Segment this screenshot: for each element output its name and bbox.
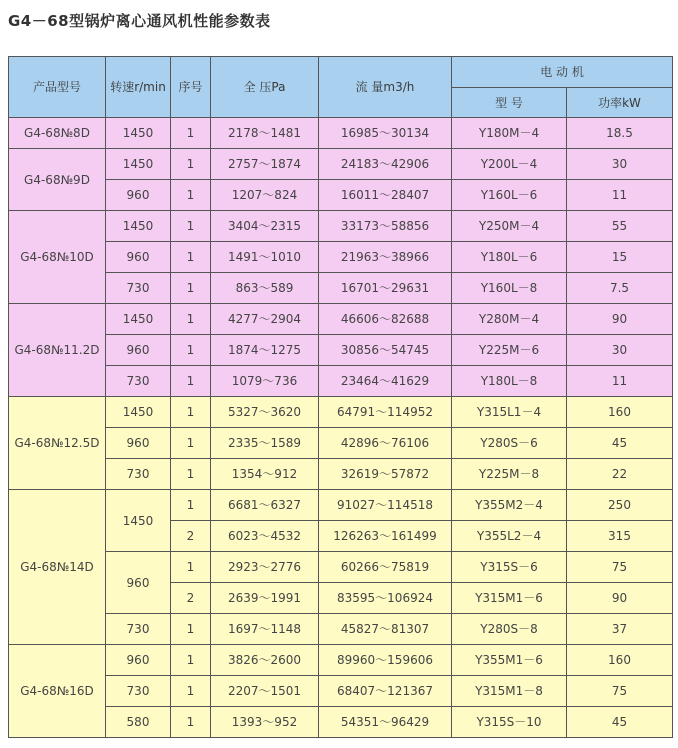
cell-seq: 1 xyxy=(171,149,211,180)
header-pressure: 全 压Pa xyxy=(211,57,319,118)
cell-pressure: 3826～2600 xyxy=(211,645,319,676)
cell-power: 30 xyxy=(567,335,673,366)
cell-pressure: 1874～1275 xyxy=(211,335,319,366)
cell-speed: 730 xyxy=(106,366,171,397)
cell-power: 90 xyxy=(567,304,673,335)
table-row xyxy=(9,304,673,335)
cell-flow: 21963～38966 xyxy=(319,242,452,273)
cell-seq: 1 xyxy=(171,707,211,738)
table-row xyxy=(9,366,673,397)
cell-speed: 960 xyxy=(106,428,171,459)
cell-pressure: 6681～6327 xyxy=(211,490,319,521)
cell-motor-model: Y180L－6 xyxy=(452,242,567,273)
table-row xyxy=(9,552,673,583)
cell-power: 160 xyxy=(567,645,673,676)
cell-model: G4-68№10D xyxy=(9,211,106,304)
cell-flow: 23464～41629 xyxy=(319,366,452,397)
cell-seq: 1 xyxy=(171,180,211,211)
cell-flow: 126263～161499 xyxy=(319,521,452,552)
cell-flow: 89960～159606 xyxy=(319,645,452,676)
table-row xyxy=(9,118,673,149)
cell-motor-model: Y315S－6 xyxy=(452,552,567,583)
cell-power: 250 xyxy=(567,490,673,521)
cell-power: 55 xyxy=(567,211,673,242)
cell-speed: 960 xyxy=(106,552,171,614)
header-motor-model: 型 号 xyxy=(452,88,567,118)
cell-flow: 33173～58856 xyxy=(319,211,452,242)
cell-pressure: 1354～912 xyxy=(211,459,319,490)
table-row xyxy=(9,211,673,242)
cell-seq: 1 xyxy=(171,304,211,335)
cell-power: 75 xyxy=(567,676,673,707)
table-row xyxy=(9,180,673,211)
cell-speed: 960 xyxy=(106,335,171,366)
cell-motor-model: Y355L2－4 xyxy=(452,521,567,552)
cell-motor-model: Y200L－4 xyxy=(452,149,567,180)
cell-seq: 1 xyxy=(171,242,211,273)
cell-motor-model: Y180L－8 xyxy=(452,366,567,397)
table-row xyxy=(9,428,673,459)
cell-model: G4-68№12.5D xyxy=(9,397,106,490)
cell-pressure: 1207～824 xyxy=(211,180,319,211)
cell-speed: 730 xyxy=(106,614,171,645)
table-row xyxy=(9,490,673,521)
table-row xyxy=(9,645,673,676)
cell-motor-model: Y315M1－6 xyxy=(452,583,567,614)
cell-seq: 1 xyxy=(171,552,211,583)
cell-power: 45 xyxy=(567,428,673,459)
cell-flow: 54351～96429 xyxy=(319,707,452,738)
cell-power: 45 xyxy=(567,707,673,738)
cell-motor-model: Y250M－4 xyxy=(452,211,567,242)
table-row xyxy=(9,707,673,738)
cell-speed: 1450 xyxy=(106,211,171,242)
fan-performance-table xyxy=(8,56,673,738)
cell-model: G4-68№11.2D xyxy=(9,304,106,397)
table-row xyxy=(9,614,673,645)
cell-motor-model: Y355M2－4 xyxy=(452,490,567,521)
cell-motor-model: Y355M1－6 xyxy=(452,645,567,676)
cell-speed: 960 xyxy=(106,180,171,211)
cell-motor-model: Y280S－6 xyxy=(452,428,567,459)
cell-flow: 16011～28407 xyxy=(319,180,452,211)
cell-model: G4-68№14D xyxy=(9,490,106,645)
table-row xyxy=(9,149,673,180)
cell-speed: 580 xyxy=(106,707,171,738)
cell-power: 15 xyxy=(567,242,673,273)
cell-seq: 1 xyxy=(171,676,211,707)
cell-seq: 1 xyxy=(171,490,211,521)
cell-pressure: 2923～2776 xyxy=(211,552,319,583)
cell-motor-model: Y315S－10 xyxy=(452,707,567,738)
cell-flow: 68407～121367 xyxy=(319,676,452,707)
table-row xyxy=(9,459,673,490)
table-header xyxy=(9,57,673,118)
cell-speed: 960 xyxy=(106,242,171,273)
header-model: 产品型号 xyxy=(9,57,106,118)
cell-speed: 730 xyxy=(106,273,171,304)
cell-pressure: 3404～2315 xyxy=(211,211,319,242)
cell-speed: 1450 xyxy=(106,118,171,149)
cell-speed: 1450 xyxy=(106,304,171,335)
cell-pressure: 1491～1010 xyxy=(211,242,319,273)
cell-seq: 1 xyxy=(171,428,211,459)
cell-model: G4-68№16D xyxy=(9,645,106,738)
cell-power: 7.5 xyxy=(567,273,673,304)
header-motor: 电 动 机 xyxy=(452,57,673,88)
cell-motor-model: Y315L1－4 xyxy=(452,397,567,428)
cell-power: 22 xyxy=(567,459,673,490)
cell-motor-model: Y160L－6 xyxy=(452,180,567,211)
cell-seq: 1 xyxy=(171,397,211,428)
table-row xyxy=(9,273,673,304)
cell-motor-model: Y280S－8 xyxy=(452,614,567,645)
cell-flow: 24183～42906 xyxy=(319,149,452,180)
cell-pressure: 2207～1501 xyxy=(211,676,319,707)
cell-speed: 1450 xyxy=(106,490,171,552)
cell-pressure: 1079～736 xyxy=(211,366,319,397)
cell-motor-model: Y225M－8 xyxy=(452,459,567,490)
cell-seq: 2 xyxy=(171,521,211,552)
cell-flow: 60266～75819 xyxy=(319,552,452,583)
cell-motor-model: Y180M－4 xyxy=(452,118,567,149)
cell-model: G4-68№9D xyxy=(9,149,106,211)
cell-pressure: 1697～1148 xyxy=(211,614,319,645)
table-row xyxy=(9,335,673,366)
table-row xyxy=(9,397,673,428)
cell-power: 90 xyxy=(567,583,673,614)
cell-pressure: 4277～2904 xyxy=(211,304,319,335)
cell-flow: 83595～106924 xyxy=(319,583,452,614)
cell-pressure: 2639～1991 xyxy=(211,583,319,614)
cell-pressure: 2178～1481 xyxy=(211,118,319,149)
cell-pressure: 6023～4532 xyxy=(211,521,319,552)
cell-flow: 45827～81307 xyxy=(319,614,452,645)
cell-flow: 91027～114518 xyxy=(319,490,452,521)
cell-motor-model: Y315M1－8 xyxy=(452,676,567,707)
cell-seq: 1 xyxy=(171,645,211,676)
cell-power: 18.5 xyxy=(567,118,673,149)
table-row xyxy=(9,242,673,273)
header-seq: 序号 xyxy=(171,57,211,118)
cell-seq: 1 xyxy=(171,459,211,490)
cell-seq: 2 xyxy=(171,583,211,614)
cell-power: 11 xyxy=(567,366,673,397)
cell-flow: 16701～29631 xyxy=(319,273,452,304)
cell-motor-model: Y160L－8 xyxy=(452,273,567,304)
cell-motor-model: Y225M－6 xyxy=(452,335,567,366)
cell-model: G4-68№8D xyxy=(9,118,106,149)
cell-flow: 32619～57872 xyxy=(319,459,452,490)
cell-seq: 1 xyxy=(171,335,211,366)
cell-power: 315 xyxy=(567,521,673,552)
cell-flow: 64791～114952 xyxy=(319,397,452,428)
cell-flow: 30856～54745 xyxy=(319,335,452,366)
cell-flow: 16985～30134 xyxy=(319,118,452,149)
cell-power: 160 xyxy=(567,397,673,428)
cell-flow: 42896～76106 xyxy=(319,428,452,459)
cell-power: 11 xyxy=(567,180,673,211)
page-title: G4－68型锅炉离心通风机性能参数表 xyxy=(8,12,271,30)
cell-speed: 1450 xyxy=(106,149,171,180)
cell-flow: 46606～82688 xyxy=(319,304,452,335)
header-flow: 流 量m3/h xyxy=(319,57,452,118)
cell-power: 75 xyxy=(567,552,673,583)
cell-speed: 1450 xyxy=(106,397,171,428)
cell-power: 37 xyxy=(567,614,673,645)
cell-motor-model: Y280M－4 xyxy=(452,304,567,335)
cell-pressure: 2335～1589 xyxy=(211,428,319,459)
cell-pressure: 863～589 xyxy=(211,273,319,304)
table-body xyxy=(9,118,673,738)
cell-pressure: 1393～952 xyxy=(211,707,319,738)
cell-seq: 1 xyxy=(171,118,211,149)
cell-speed: 960 xyxy=(106,645,171,676)
cell-power: 30 xyxy=(567,149,673,180)
cell-pressure: 2757～1874 xyxy=(211,149,319,180)
table-row xyxy=(9,676,673,707)
cell-seq: 1 xyxy=(171,614,211,645)
cell-pressure: 5327～3620 xyxy=(211,397,319,428)
header-power: 功率kW xyxy=(567,88,673,118)
header-speed: 转速r/min xyxy=(106,57,171,118)
cell-speed: 730 xyxy=(106,676,171,707)
cell-speed: 730 xyxy=(106,459,171,490)
cell-seq: 1 xyxy=(171,366,211,397)
cell-seq: 1 xyxy=(171,211,211,242)
cell-seq: 1 xyxy=(171,273,211,304)
